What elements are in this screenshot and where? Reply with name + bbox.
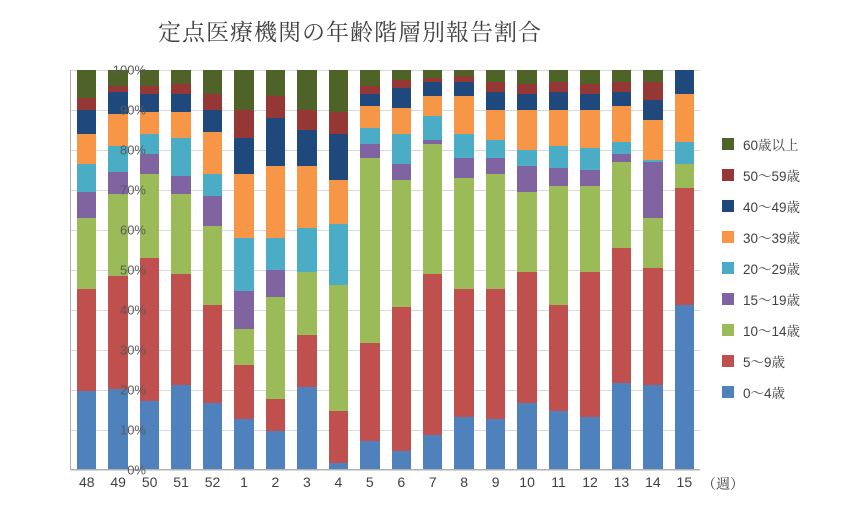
legend-item [722,376,846,407]
bar-segment [580,148,600,170]
bar-segment [612,106,632,142]
bar-stack [266,70,286,469]
bar-segment [234,291,254,329]
x-axis-tick-label: 12 [582,474,598,490]
bar-segment [423,70,443,78]
chart-title: 定点医療機関の年齢階層別報告割合 [158,19,542,45]
bar-segment [643,82,663,100]
bar-segment [329,411,349,463]
bar-segment [392,70,412,80]
bar-segment [329,70,349,112]
gridline [71,470,700,471]
legend-label: 60歳以上 [743,137,799,153]
bar-stack [171,70,191,469]
bar-stack [580,70,600,469]
bar-segment [580,272,600,418]
bar-stack [675,70,695,469]
bar-segment [675,164,695,188]
bar-segment [486,174,506,290]
bar-segment [454,158,474,178]
legend-swatch [722,386,734,398]
bar-segment [171,385,191,469]
legend-label: 0〜4歳 [743,385,786,401]
bar-segment [203,94,223,110]
bar-stack [392,70,412,469]
bar-segment [203,174,223,196]
legend-swatch [722,324,734,336]
bar-segment [423,435,443,469]
bar-column [323,70,354,490]
y-axis-tick-label: 40% [119,302,146,318]
bar-segment [486,419,506,469]
bar-stack [423,70,443,469]
bar-segment [580,170,600,186]
bar-segment [454,417,474,469]
bar-segment [549,168,569,186]
bar-segment [517,166,537,192]
bar-segment [549,305,569,411]
bar-segment [486,70,506,82]
x-axis-tick-label: 7 [428,474,437,490]
legend-swatch [722,355,734,367]
bar-segment [203,110,223,132]
bar-segment [329,134,349,180]
bar-segment [234,174,254,238]
bar-segment [203,403,223,469]
bar-segment [486,110,506,140]
bar-segment [329,180,349,224]
bar-segment [140,258,160,402]
bar-segment [329,112,349,134]
bar-column [574,70,605,490]
bar-segment [675,305,695,469]
legend-label: 40〜49歳 [743,199,801,215]
bar-column [354,70,385,490]
bar-segment [612,142,632,154]
bar-column [606,70,637,490]
bar-segment [108,276,128,390]
bar-segment [360,144,380,158]
bar-segment [643,385,663,469]
bar-segment [171,176,191,194]
legend-swatch [722,138,734,150]
bar-segment [234,110,254,138]
y-axis-tick-label: 50% [119,262,146,278]
bar-segment [203,226,223,306]
bar-segment [360,158,380,344]
bar-segment [266,270,286,298]
bar-segment [517,84,537,94]
bar-segment [549,411,569,469]
x-axis-tick-label: 11 [551,474,566,490]
legend-item [722,283,846,314]
bar-segment [297,70,317,110]
x-axis-tick-label: 15 [676,474,693,490]
bar-segment [360,86,380,94]
bar-segment [549,92,569,110]
bar-column [511,70,542,490]
bar-segment [549,146,569,168]
bar-segment [140,86,160,94]
bar-segment [329,285,349,411]
bar-stack [203,70,223,469]
bar-segment [392,108,412,134]
bar-segment [612,70,632,82]
legend-label: 10〜14歳 [743,323,801,339]
bar-segment [612,248,632,384]
bar-segment [297,272,317,336]
bar-segment [171,84,191,94]
bar-segment [171,94,191,112]
bar-segment [643,268,663,386]
bar-segment [549,110,569,146]
bar-column [260,70,291,490]
bar-segment [266,166,286,238]
bar-column [165,70,196,490]
bar-segment [297,335,317,387]
bar-column [637,70,668,490]
bar-segment [234,365,254,419]
bar-segment [643,100,663,120]
legend-label: 30〜39歳 [743,230,801,246]
bar-segment [454,96,474,134]
bar-column [448,70,479,490]
x-axis-tick-label: 3 [303,474,311,490]
bar-segment [517,70,537,84]
bar-segment [234,70,254,110]
bar-segment [392,80,412,88]
bar-segment [171,112,191,138]
x-axis-tick-label: 1 [240,474,248,490]
bar-segment [486,82,506,92]
y-axis-tick-label: 0% [127,462,146,478]
chart-legend [722,128,846,407]
bar-segment [643,120,663,160]
legend-item [722,314,846,345]
x-axis-tick-label: 50 [141,474,158,490]
bar-segment [234,329,254,365]
plot-area [70,70,700,490]
bar-segment [234,419,254,469]
legend-item [722,221,846,252]
bar-segment [360,128,380,144]
legend-label: 5〜9歳 [743,354,786,370]
bar-column [543,70,574,490]
bar-segment [675,188,695,306]
y-axis-tick-label: 100% [112,62,146,78]
x-axis-tick-label: 6 [397,474,406,490]
bar-segment [234,238,254,292]
bar-segment [392,307,412,451]
legend-item [722,252,846,283]
legend-swatch [722,262,734,274]
bar-segment [517,110,537,150]
x-axis-tick-label: 2 [271,474,280,490]
bar-stack [329,70,349,469]
x-axis-tick-label: 49 [110,474,126,490]
bar-column [386,70,417,490]
bar-stack [549,70,569,469]
bar-stack [643,70,663,469]
bar-series-group [71,70,700,490]
bar-segment [675,142,695,164]
bar-segment [266,399,286,431]
bar-segment [423,82,443,96]
bar-column [417,70,448,490]
bar-stack [234,70,254,469]
bar-segment [329,224,349,286]
bar-segment [392,180,412,308]
bar-segment [171,274,191,386]
bar-segment [423,96,443,116]
bar-segment [203,196,223,226]
x-axis-tick-label: 5 [365,474,374,490]
bar-segment [580,70,600,84]
bar-stack [486,70,506,469]
bar-segment [423,116,443,140]
y-axis-tick-label: 70% [119,182,146,198]
bar-segment [612,82,632,92]
bar-segment [423,144,443,274]
bar-column [197,70,228,490]
legend-label: 50〜59歳 [743,168,801,184]
bar-segment [171,70,191,84]
y-axis-tick-label: 20% [119,382,146,398]
bar-segment [612,162,632,248]
legend-swatch [722,169,734,181]
bar-segment [266,431,286,469]
bar-stack [612,70,632,469]
bar-segment [392,88,412,108]
bar-segment [423,274,443,436]
bar-segment [549,82,569,92]
bar-segment [203,305,223,403]
x-axis-tick-label: 52 [204,474,221,490]
bar-segment [612,92,632,106]
x-axis-tick-label: 10 [519,474,535,490]
bar-segment [266,297,286,399]
bar-segment [171,138,191,176]
bar-segment [643,218,663,268]
bar-segment [392,451,412,469]
bar-segment [266,238,286,270]
y-axis-tick-label: 80% [119,142,146,158]
bar-segment [486,92,506,110]
bar-segment [580,84,600,94]
x-axis-tick-label: 14 [645,474,661,490]
bar-segment [203,70,223,94]
legend-swatch [722,231,734,243]
bar-segment [675,94,695,142]
bar-segment [297,130,317,166]
bar-column [669,70,700,490]
bar-segment [171,194,191,274]
bar-segment [517,150,537,166]
x-axis-title: （週） [702,476,744,492]
bar-segment [360,441,380,469]
legend-swatch [722,200,734,212]
legend-label: 15〜19歳 [743,292,801,308]
bar-segment [454,82,474,96]
bar-segment [517,403,537,469]
y-axis-tick-label: 30% [119,342,146,358]
bar-segment [329,463,349,469]
bar-segment [297,387,317,469]
bar-segment [580,110,600,148]
bar-segment [266,70,286,96]
bar-segment [392,134,412,164]
bar-segment [517,192,537,272]
bar-segment [580,417,600,469]
bar-segment [108,114,128,146]
bar-segment [234,138,254,174]
bar-segment [297,228,317,272]
bar-stack [360,70,380,469]
legend-item [722,190,846,221]
bar-segment [643,162,663,218]
bar-segment [580,186,600,272]
x-axis-tick-label: 9 [491,474,500,490]
bar-segment [454,289,474,417]
bar-segment [360,343,380,441]
legend-item [722,159,846,190]
bar-column [228,70,259,490]
bar-segment [266,118,286,166]
bar-stack [517,70,537,469]
y-axis-tick-label: 60% [119,222,146,238]
x-axis-tick-label: 51 [173,474,189,490]
bar-segment [297,110,317,130]
legend-item [722,128,846,159]
bar-segment [486,289,506,419]
bar-segment [612,383,632,469]
bar-segment [486,140,506,158]
bar-segment [580,94,600,110]
bar-segment [675,70,695,94]
x-axis-tick-label: 13 [613,474,630,490]
bar-segment [517,272,537,404]
legend-label: 20〜29歳 [743,261,801,277]
bar-column [291,70,322,490]
bar-stack [454,70,474,469]
legend-item [722,345,846,376]
bar-segment [360,94,380,106]
bar-segment [203,132,223,174]
x-axis-tick-label: 48 [78,474,95,490]
bar-segment [360,70,380,86]
bar-segment [549,70,569,82]
bar-segment [297,166,317,228]
x-axis-tick-label: 4 [334,474,343,490]
y-axis-tick-label: 10% [119,422,146,438]
bar-segment [549,186,569,306]
bar-segment [486,158,506,174]
bar-segment [454,134,474,158]
bar-column [480,70,511,490]
bar-stack [297,70,317,469]
bar-segment [517,94,537,110]
bar-segment [266,96,286,118]
bar-segment [643,70,663,82]
bar-segment [392,164,412,180]
y-axis-tick-label: 90% [119,102,146,118]
bar-segment [612,154,632,162]
x-axis-tick-label: 8 [460,474,469,490]
legend-swatch [722,293,734,305]
bar-segment [454,178,474,290]
bar-segment [360,106,380,128]
